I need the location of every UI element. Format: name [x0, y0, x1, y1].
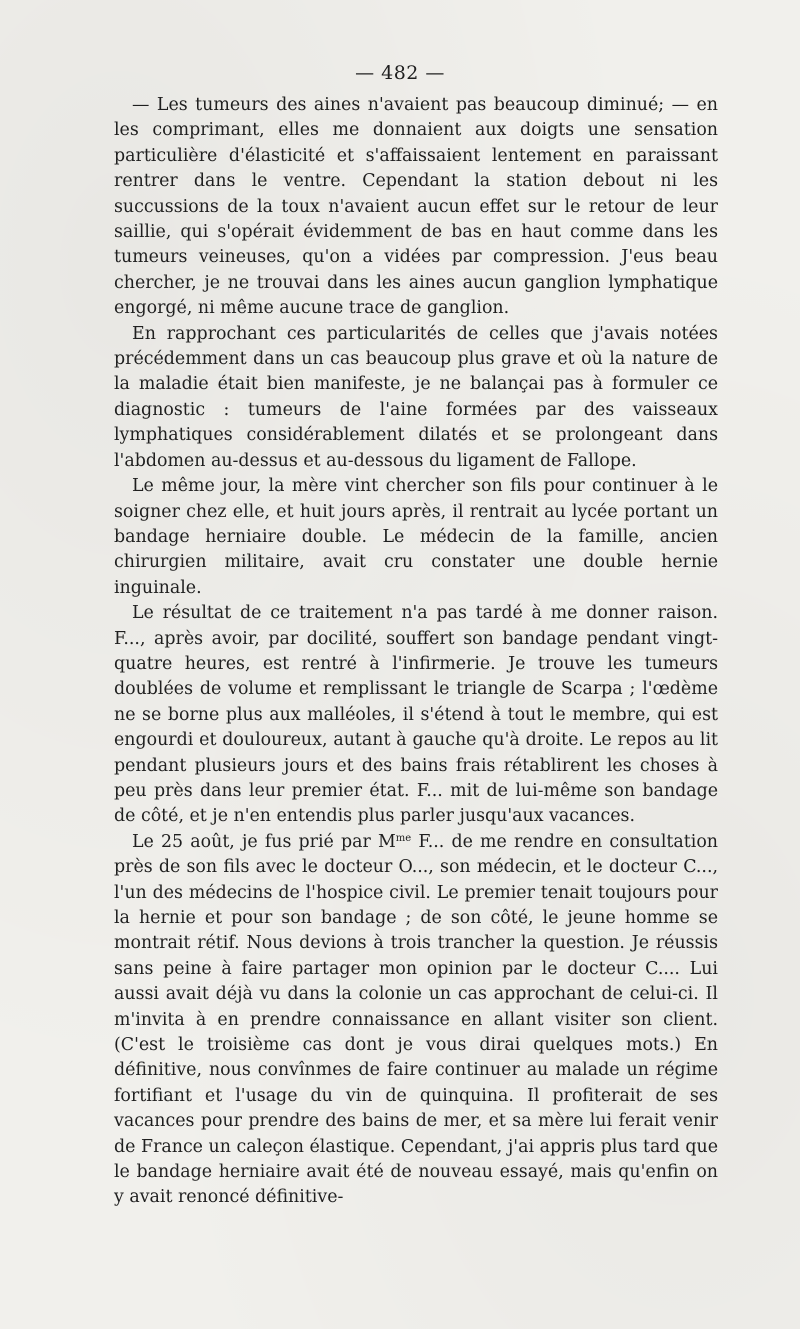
paragraph-2: En rapprochant ces particularités de celles que j'avais notées précédemment dans un cas beaucoup plus grave et où la nature de la maladie était bien manifeste, je ne balançai pas à formuler ce diagnostic : tumeurs de l'aine formées par des vaisseaux lymphatiques considérablement dilatés et se prolongeant dans l'abdomen au-dessus et au-dessous du ligament de Fallope. — [114, 323, 718, 471]
body-text — [114, 93, 718, 1211]
paragraph-5-rest: F... de me rendre en consultation près de son fils avec le docteur O..., son médecin, et le docteur C..., l'un des médecins de l'hospice civil. Le premier tenait toujours pour la hernie et pour son bandage ; de son côté, le jeune homme se montrait rétif. Nous devions à trois trancher la question. Je réussis sans peine à faire partager mon opinion par le docteur C.... Lui aussi avait déjà vu dans la colonie un cas approchant de celui-ci. Il m'invita à en prendre connaissance en allant visiter son client. (C'est le troisième cas dont je vous dirai quelques mots.) En définitive, nous convînmes de faire continuer au malade un régime fortifiant et l'usage du vin de quinquina. Il profiterait de ses vacances pour prendre des bains de mer, et sa mère lui ferait venir de France un caleçon élastique. Cependant, j'ai appris plus tard que le bandage herniaire avait été de nouveau essayé, mais qu'enfin on y avait renoncé définitive- — [114, 831, 718, 1208]
paragraph-4: Le résultat de ce traitement n'a pas tardé à me donner raison. F..., après avoir, par docilité, souffert son bandage pendant vingt-quatre heures, est rentré à l'infirmerie. Je trouve les tumeurs doublées de volume et remplissant le triangle de Scarpa ; l'œdème ne se borne plus aux malléoles, il s'étend à tout le membre, qui est engourdi et douloureux, autant à gauche qu'à droite. Le repos au lit pendant plusieurs jours et des bains frais rétablirent les choses à peu près dans leur premier état. F... mit de lui-même son bandage de côté, et je n'en entendis plus parler jusqu'aux vacances. — [114, 603, 718, 827]
paragraph-5 — [114, 830, 718, 1211]
title-abbreviation-superscript: me — [395, 832, 412, 844]
paragraph-1: — Les tumeurs des aines n'avaient pas beaucoup diminué; — en les comprimant, elles me donnaient aux doigts une sensation particulière d'élasticité et s'affaissaient lentement en paraissant rentrer dans le ventre. Cependant la station debout ni les succussions de la toux n'avaient aucun effet sur le retour de leur saillie, qui s'opérait évidemment de bas en haut comme dans les tumeurs veineuses, qu'on a vidées par compression. J'eus beau chercher, je ne trouvai dans les aines aucun ganglion lymphatique engorgé, ni même aucune trace de ganglion. — [114, 95, 718, 319]
paragraph-5-start: Le 25 août, je fus prié par M — [132, 831, 396, 852]
paragraph-3: Le même jour, la mère vint chercher son fils pour continuer à le soigner chez elle, et huit jours après, il rentrait au lycée portant un bandage herniaire double. Le médecin de la famille, ancien chirurgien militaire, avait cru constater une double hernie inguinale. — [114, 476, 718, 598]
page-number: — 482 — — [355, 62, 445, 84]
